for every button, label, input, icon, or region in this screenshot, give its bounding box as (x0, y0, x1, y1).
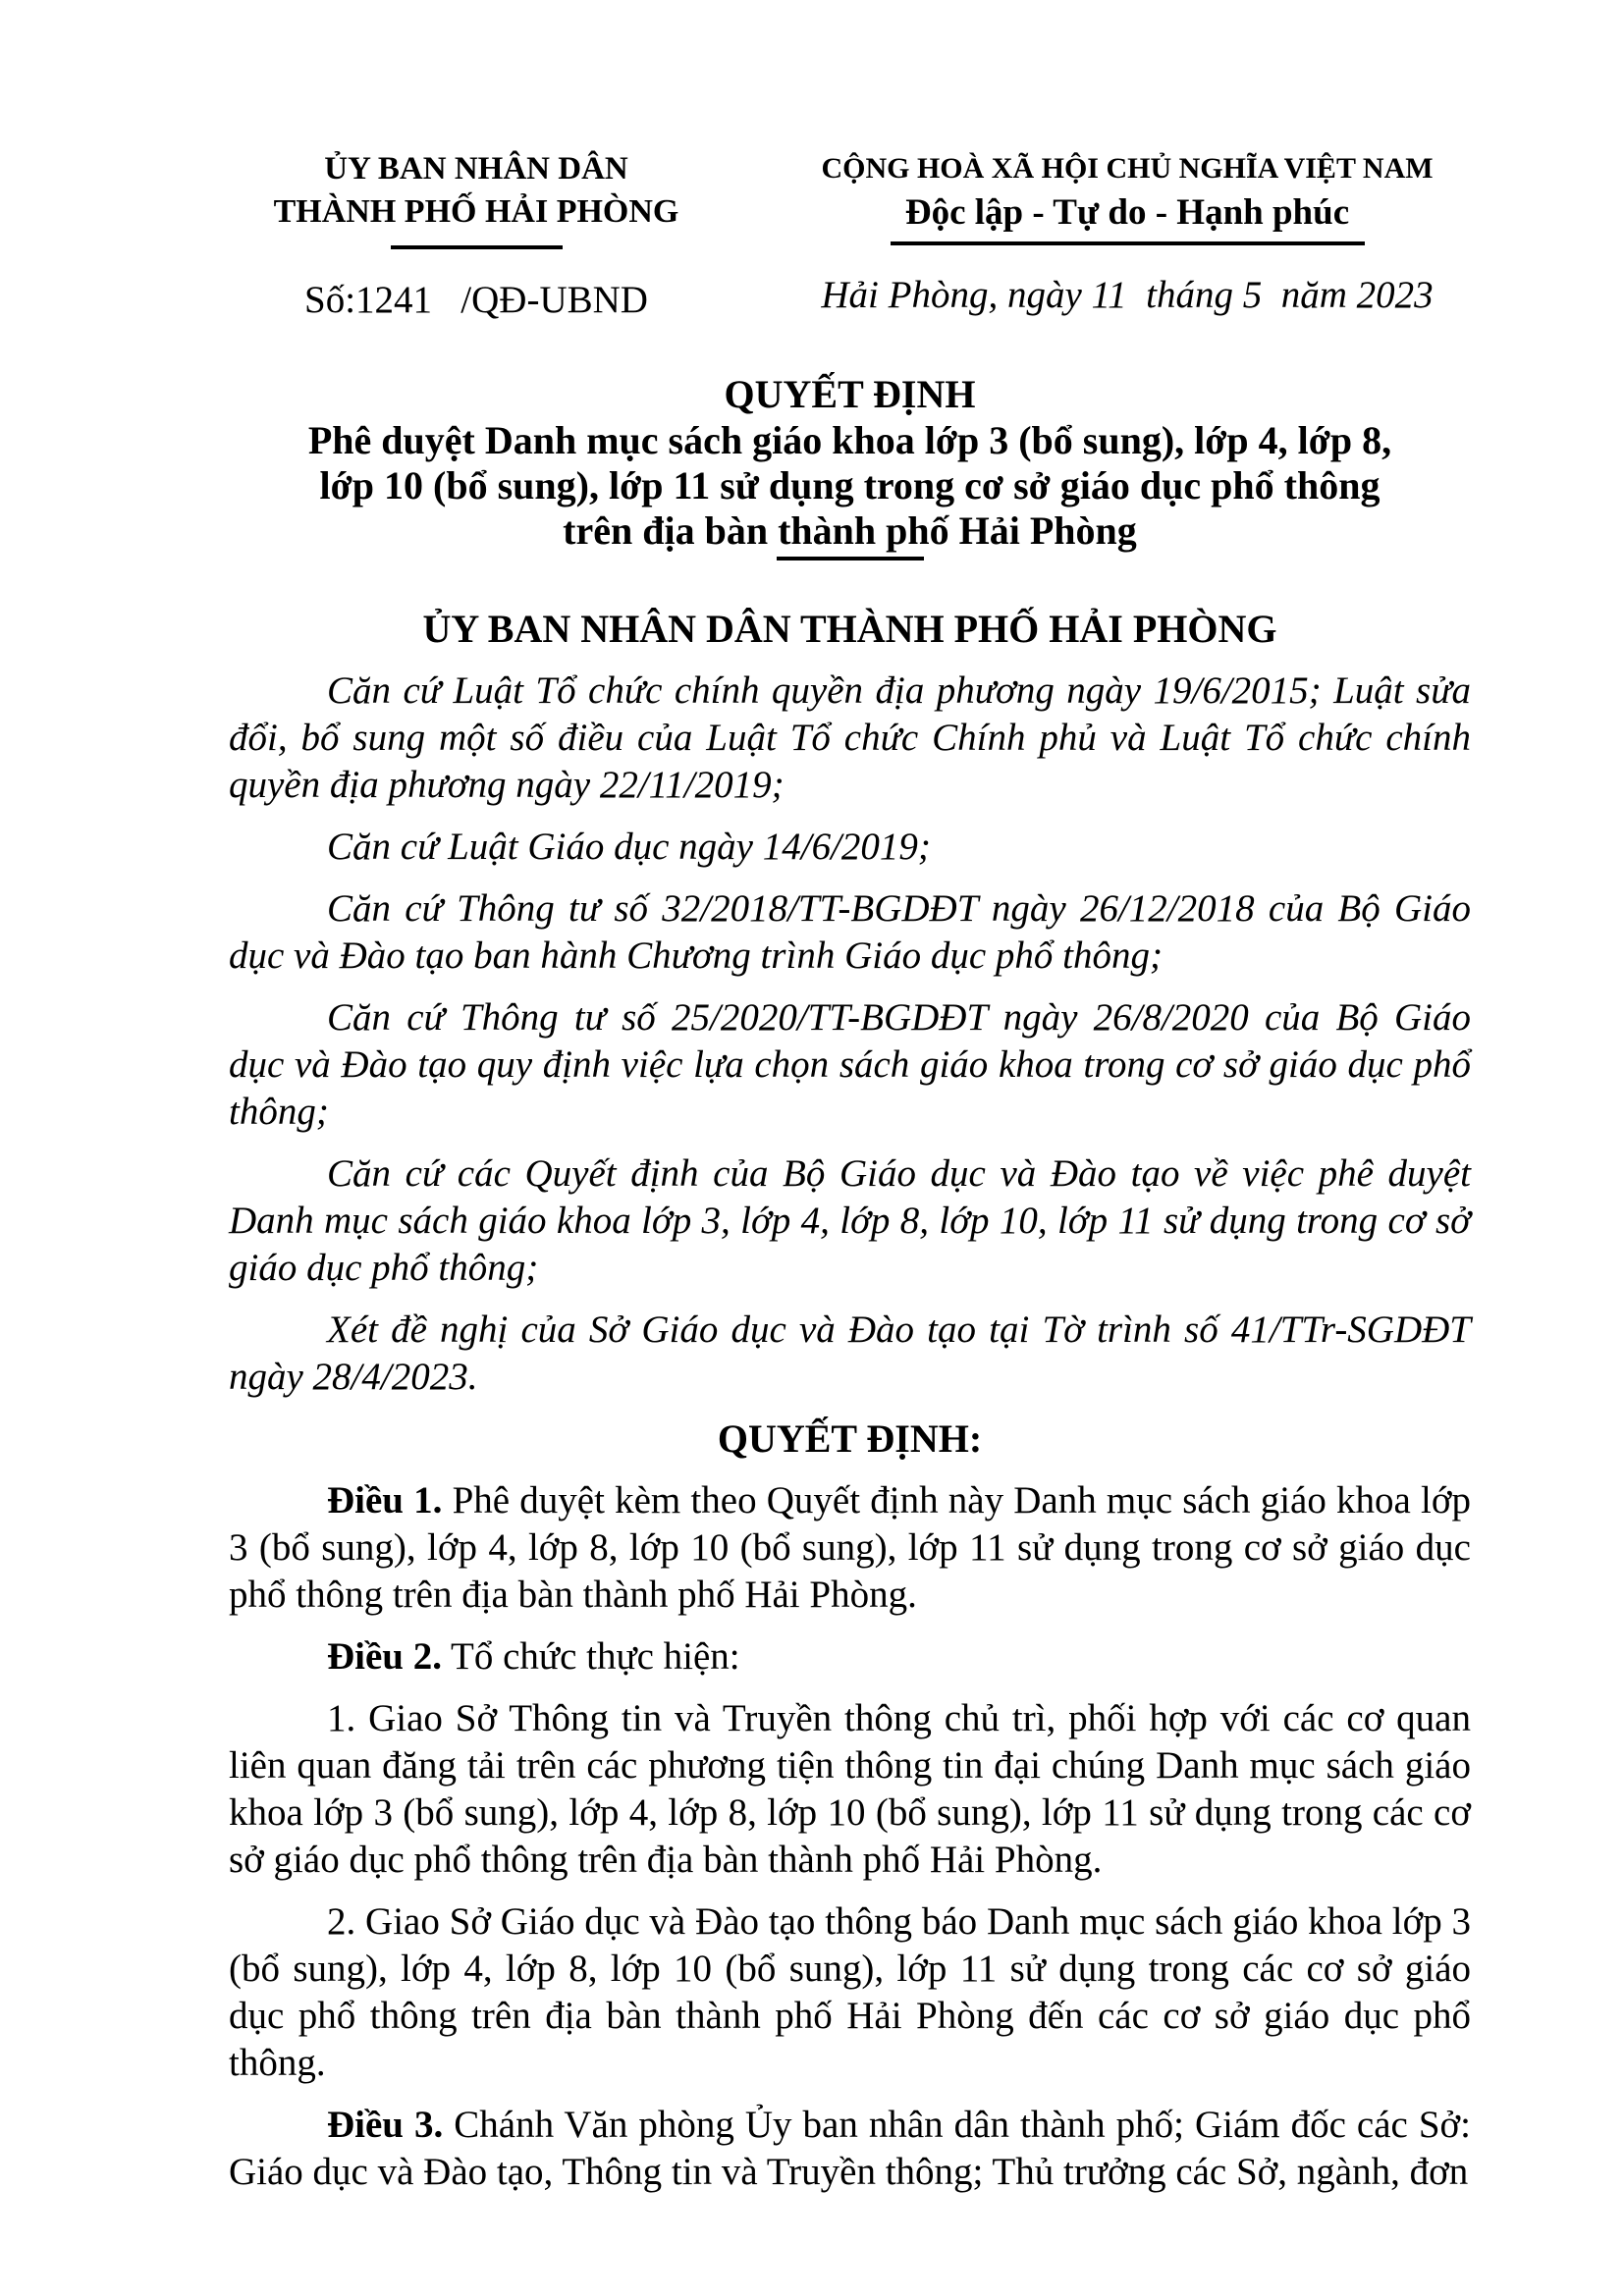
article-paragraph-1 (229, 1477, 1471, 1619)
decision-heading: QUYẾT ĐỊNH: (717, 1416, 983, 1461)
preamble-section (229, 667, 1471, 1401)
article-1-label: Điều 1. (327, 1479, 443, 1522)
document-subject-line2: lớp 10 (bổ sung), lớp 11 sử dụng trong cơ sở giáo dục phổ thông (319, 463, 1380, 507)
issuing-authority-line1: ỦY BAN NHÂN DÂN (324, 151, 628, 187)
document-header (229, 147, 1471, 324)
issuing-authority-line2: THÀNH PHỐ HẢI PHÒNG (273, 193, 679, 230)
articles-section (229, 1477, 1471, 2196)
place-and-date: Hải Phòng, ngày 11 tháng 5 năm 2023 (821, 274, 1434, 316)
national-motto-rule (891, 241, 1365, 245)
article-3-text: Chánh Văn phòng Ủy ban nhân dân thành phố; Giám đốc các Sở: Giáo dục và Đào tạo, Thông tin và Truyền thông; Thủ trưởng các Sở, ngành, đơn (229, 2104, 1472, 2193)
preamble-paragraph: Căn cứ Thông tư số 25/2020/TT-BGDĐT ngày 26/8/2020 của Bộ Giáo dục và Đào tạo quy định việc lựa chọn sách giáo khoa trong cơ sở giáo dục phổ thông; (229, 996, 1471, 1133)
article-2-text: Tổ chức thực hiện: (442, 1635, 740, 1678)
article-paragraph-3 (229, 2102, 1471, 2196)
article-2-label: Điều 2. (327, 1635, 442, 1678)
issuer-heading: ỦY BAN NHÂN DÂN THÀNH PHỐ HẢI PHÒNG (422, 607, 1277, 651)
document-title-block (229, 371, 1471, 561)
document-number: Số:1241 /QĐ-UBND (304, 279, 648, 321)
article-1-text: Phê duyệt kèm theo Quyết định này Danh mục sách giáo khoa lớp 3 (bổ sung), lớp 4, lớp 8, lớp 10 (bổ sung), lớp 11 sử dụng trong cơ sở giáo dục phổ thông trên địa bàn thành phố Hải Phòng. (229, 1479, 1471, 1616)
preamble-paragraph: Căn cứ Luật Tổ chức chính quyền địa phương ngày 19/6/2015; Luật sửa đổi, bổ sung một số điều của Luật Tổ chức Chính phủ và Luật Tổ chức chính quyền địa phương ngày 22/11/2019; (229, 669, 1471, 806)
article-paragraph-2 (229, 1633, 1471, 1681)
issuing-authority-block (229, 147, 724, 324)
article-3-label: Điều 3. (327, 2104, 444, 2146)
item-2-text: 2. Giao Sở Giáo dục và Đào tạo thông báo Danh mục sách giáo khoa lớp 3 (bổ sung), lớp 4, lớp 8, lớp 10 (bổ sung), lớp 11 sử dụng trong các cơ sở giáo dục phổ thông trên địa bàn thành phố Hải Phòng đến các cơ sở giáo dục phổ thông. (229, 1900, 1471, 2084)
preamble-paragraph: Căn cứ Thông tư số 32/2018/TT-BGDĐT ngày 26/12/2018 của Bộ Giáo dục và Đào tạo ban hành Chương trình Giáo dục phổ thông; (229, 887, 1471, 977)
document-subject (229, 418, 1471, 554)
national-motto-block (784, 147, 1471, 319)
item-1-text: 1. Giao Sở Thông tin và Truyền thông chủ trì, phối hợp với các cơ quan liên quan đăng tải trên các phương tiện thông tin đại chúng Danh mục sách giáo khoa lớp 3 (bổ sung), lớp 4, lớp 8, lớp 10 (bổ sung), lớp 11 sử dụng trong các cơ sở giáo dục phổ thông trên địa bàn thành phố Hải Phòng. (229, 1697, 1471, 1881)
article-2-item-1 (229, 1695, 1471, 1884)
preamble-paragraph: Căn cứ các Quyết định của Bộ Giáo dục và Đào tạo về việc phê duyệt Danh mục sách giáo khoa lớp 3, lớp 4, lớp 8, lớp 10, lớp 11 sử dụng trong cơ sở giáo dục phổ thông; (229, 1152, 1471, 1289)
national-motto-line1: CỘNG HOÀ XÃ HỘI CHỦ NGHĨA VIỆT NAM (821, 152, 1434, 185)
preamble-paragraph: Căn cứ Luật Giáo dục ngày 14/6/2019; (327, 826, 931, 868)
article-2-item-2 (229, 1898, 1471, 2087)
preamble-paragraph: Xét đề nghị của Sở Giáo dục và Đào tạo tại Tờ trình số 41/TTr-SGDĐT ngày 28/4/2023. (229, 1308, 1471, 1398)
issuing-authority-rule (391, 245, 563, 249)
document-kind-title: QUYẾT ĐỊNH (724, 372, 976, 416)
title-rule (777, 557, 924, 561)
document-subject-line1: Phê duyệt Danh mục sách giáo khoa lớp 3 (bổ sung), lớp 4, lớp 8, (307, 418, 1392, 462)
national-motto-line2: Độc lập - Tự do - Hạnh phúc (904, 192, 1350, 233)
document-subject-line3: trên địa bàn thành phố Hải Phòng (563, 508, 1137, 553)
